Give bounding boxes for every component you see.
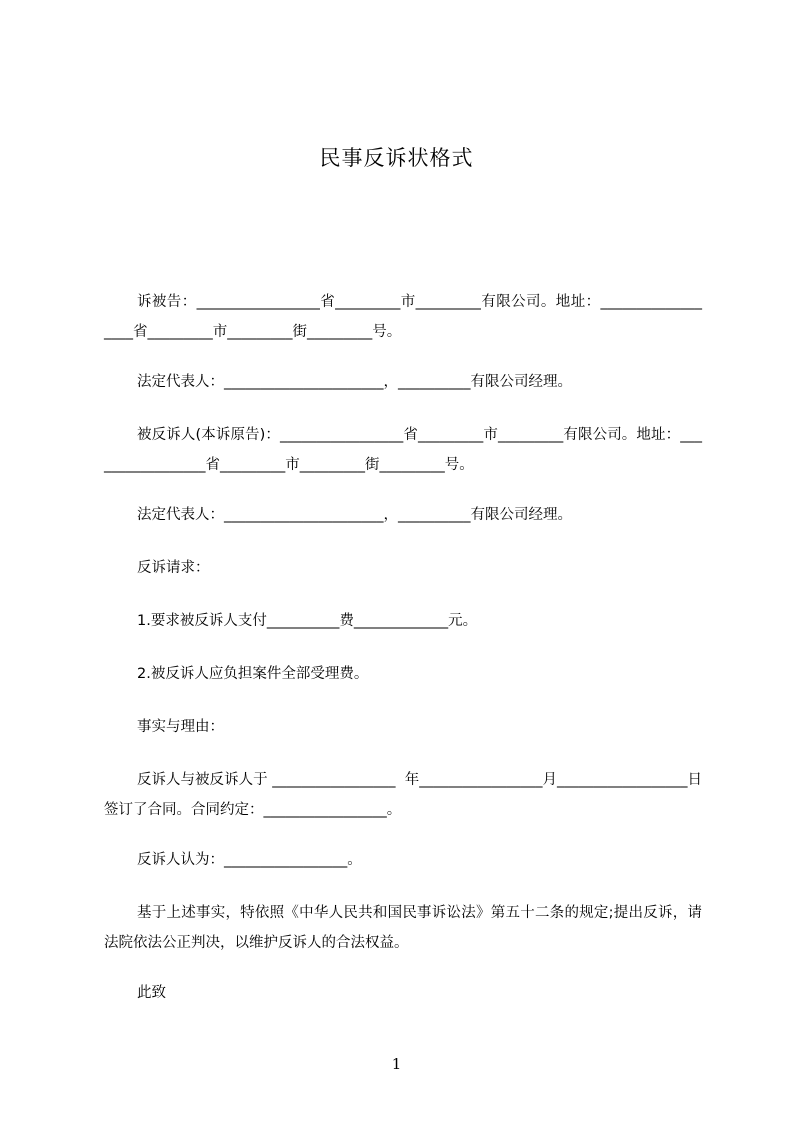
claim-item-1: 1.要求被反诉人支付__________费_____________元。 xyxy=(137,613,478,629)
counter-defendant-info: 诉被告：_________________省_________市_________有限公司。地址：__________________省_________市_________街_________号。 xyxy=(104,294,702,340)
facts-heading: 事实与理由： xyxy=(137,719,224,735)
page-number: 1 xyxy=(391,1055,402,1073)
conclusion-paragraph: 基于上述事实，特依照《中华人民共和国民事诉讼法》第五十二条的规定;提出反诉，请法院依法公正判决，以维护反诉人的合法权益。 xyxy=(104,905,702,951)
opinion-paragraph: 反诉人认为：_________________。 xyxy=(137,852,362,868)
salutation: 此致 xyxy=(137,985,166,1001)
legal-representative-2: 法定代表人：______________________，__________有限公司经理。 xyxy=(137,507,572,523)
legal-representative-1: 法定代表人：______________________，__________有限公司经理。 xyxy=(137,374,572,390)
claims-heading: 反诉请求： xyxy=(137,560,210,576)
claim-item-2: 2.被反诉人应负担案件全部受理费。 xyxy=(137,666,369,682)
facts-paragraph: 反诉人与被反诉人于 _________________ 年_________________月__________________日签订了合同。合同约定：_________________。 xyxy=(104,772,702,818)
document-title: 民事反诉状格式 xyxy=(319,146,474,170)
counter-plaintiff-info: 被反诉人(本诉原告)：_________________省_________市_________有限公司。地址：_________________省_________市_________街_________号。 xyxy=(104,427,702,473)
